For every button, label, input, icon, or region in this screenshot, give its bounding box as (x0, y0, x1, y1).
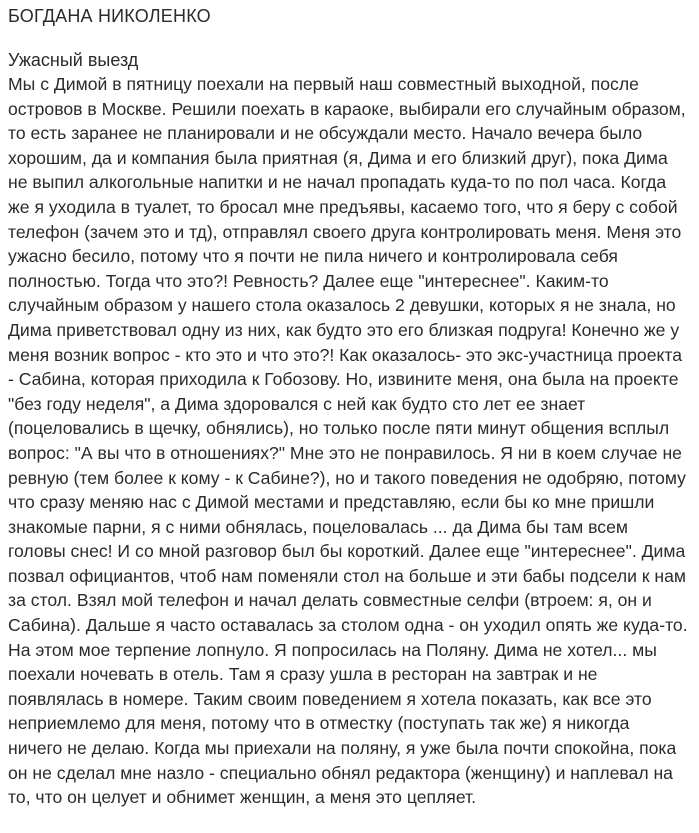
post-body-line: неприемлемо для меня, потому что в отместку (поступать так же) я никогда (8, 713, 630, 734)
post-body-line: телефон (зачем это и тд), отправлял своего друга контролировать меня. Меня это (8, 221, 682, 242)
post-body-line: ничего не делаю. Когда мы приехали на поляну, я уже была почти спокойна, пока (8, 738, 677, 759)
post-body-line: за стол. Взял мой телефон и начал делать совместные селфи (втроем: я, он и (8, 590, 652, 611)
post-body-line: "без году неделя", а Дима здоровался с ней как будто сто лет ее знает (8, 393, 586, 414)
post-body-line: появлялась в номере. Таким своим поведением я хотела показать, как все это (8, 688, 652, 709)
post-body-line: то есть заранее не планировали и не обсуждали место. Начало вечера было (8, 123, 643, 144)
post-body-line: то, что он целует и обнимет женщин, а меня это цепляет. (8, 787, 477, 808)
post-body-line: что сразу меняю нас с Димой местами и представляю, если бы ко мне пришли (8, 492, 655, 513)
post-body-line: ревную (тем более к кому - к Сабине?), но и такого поведения не одобряю, потому (8, 467, 686, 488)
post-body-line: вопрос: "А вы что в отношениях?" Мне это не понравилось. Я ни в коем случае не (8, 442, 682, 463)
post-body-line: Дима приветствовал одну из них, как будто это его близкая подруга! Конечно же у (8, 319, 680, 340)
post-body-line: меня возник вопрос - кто это и что это?! Как оказалось- это экс-участница проекта (8, 344, 683, 365)
post-body-line: хорошим, да и компания была приятная (я, Дима и его близкий друг), пока Дима (8, 147, 668, 168)
post-body-line: случайным образом у нашего стола оказалось 2 девушки, которых я не знала, но (8, 295, 676, 316)
post-body-line: он не сделал мне назло - специально обнял редактора (женщину) и наплевал на (8, 762, 673, 783)
post-body-line: Мы с Димой в пятницу поехали на первый наш совместный выходной, после (8, 74, 639, 94)
author-name: БОГДАНА НИКОЛЕНКО (8, 6, 211, 26)
post-body-line: ужасно бесило, потому что я почти не пила ничего и контролировала себя (8, 246, 618, 267)
post-body-line: Сабина). Дальше я часто оставалась за столом одна - он уходил опять же куда-то. (8, 615, 688, 636)
post-body-line: же я уходила в туалет, то бросал мне предъявы, касаемо того, что я беру с собой (8, 196, 678, 217)
post-body-line: - Сабина, которая приходила к Гобозову. Но, извините меня, она была на проекте (8, 369, 679, 390)
post-body-line: знакомые парни, я с ними обнялась, поцеловалась ... да Дима бы там всем (8, 516, 628, 537)
post-body-line: позвал официантов, чтоб нам поменяли стол на больше и эти бабы подсели к нам (8, 565, 687, 586)
post-body-line: поехали ночевать в отель. Там я сразу ушла в ресторан на завтрак и не (8, 664, 598, 685)
post-body-line: (поцеловались в щечку, обнялись), но только после пяти минут общения всплыл (8, 418, 670, 439)
post-body-line: островов в Москве. Решили поехать в караоке, выбирали его случайным образом, (8, 98, 686, 119)
post-body-line: полностью. Тогда что это?! Ревность? Далее еще "интереснее". Каким-то (8, 270, 609, 291)
post-title: Ужасный выезд (8, 50, 139, 70)
post-body-line: не выпил алкогольные напитки и не начал пропадать куда-то по пол часа. Когда (8, 172, 667, 193)
post-body (8, 72, 691, 810)
post-body-line: головы снес! И со мной разговор был бы короткий. Далее еще "интереснее". Дима (8, 541, 686, 562)
post-body-line: На этом мое терпение лопнуло. Я попросилась на Поляну. Дима не хотел... мы (8, 639, 657, 660)
